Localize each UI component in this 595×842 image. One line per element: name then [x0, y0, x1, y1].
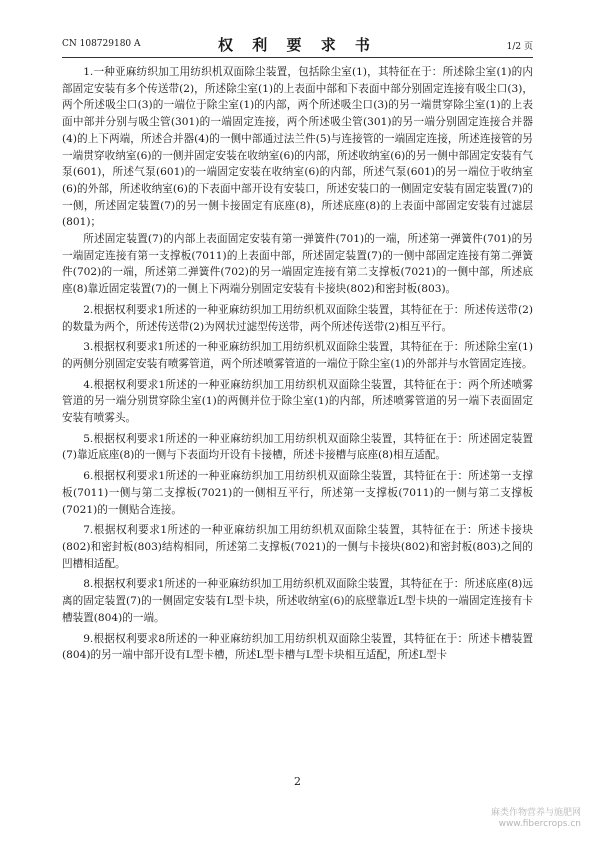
page-header [62, 34, 533, 54]
claim-6: 6.根据权利要求1所述的一种亚麻纺织加工用纺织机双面除尘装置，其特征在于：所述第一支撑板(7011)一侧与第二支撑板(7021)的一侧相互平行，所述第一支撑板(7011)的一侧与第二支撑板(7021)的一侧贴合连接。 [62, 470, 533, 516]
claim-5: 5.根据权利要求1所述的一种亚麻纺织加工用纺织机双面除尘装置，其特征在于：所述固定装置(7)靠近底座(8)的一侧与下表面均开设有卡接槽，所述卡接槽与底座(8)相互适配。 [62, 432, 533, 462]
claim-2: 2.根据权利要求1所述的一种亚麻纺织加工用纺织机双面除尘装置，其特征在于：所述传送带(2)的数量为两个，所述传送带(2)为网状过滤型传送带，两个所述传送带(2)相互平行。 [62, 303, 533, 333]
claim-7: 7.根据权利要求1所述的一种亚麻纺织加工用纺织机双面除尘装置，其特征在于：所述卡接块(802)和密封板(803)结构相同，所述第二支撑板(7021)的一侧与卡接块(802)和密封板(803)之间的凹槽相适配。 [62, 524, 533, 570]
claim-3: 3.根据权利要求1所述的一种亚麻纺织加工用纺织机双面除尘装置，其特征在于：所述除尘室(1)的两侧分别固定安装有喷雾管道，两个所述喷雾管道的一端位于除尘室(1)的外部并与水管固定连接。 [62, 341, 533, 370]
claims-body [62, 64, 533, 664]
page-indicator: 1/2 页 [506, 42, 533, 52]
watermark-site-name: 麻类作物营养与施肥网 [490, 808, 581, 818]
watermark [491, 808, 581, 830]
header-divider [62, 57, 533, 58]
claim-1: 1.一种亚麻纺织加工用纺织机双面除尘装置，包括除尘室(1)，其特征在于：所述除尘室(1)的内部固定安装有多个传送带(2)，所述除尘室(1)的上表面中部和下表面中部分别固定连接有吸尘口(3)，两个所述吸尘口(3)的一端位于除尘室(1)的内部，两个所述吸尘口(3)的另一端贯穿除尘室(1)的上表面中部并分别与吸尘管(301)的一端固定连接，两个所述吸尘管(301)的另一端分别固定连接合并器(4)的上下两端，所述合并器(4)的一侧中部通过法兰件(5)与连接管的一端固定连接，所述连接管的另一端贯穿收纳室(6)的一侧并固定安装在收纳室(6)的内部，所述收纳室(6)的另一侧中部固定安装有气泵(601)，所述气泵(601)的一端固定安装在收纳室(6)的内部，所述气泵(601)的另一端位于收纳室(6)的外部，所述收纳室(6)的下表面中部开设有安装口，所述安装口的一侧固定安装有固定装置(7)的一侧，所述固定装置(7)的另一侧卡接固定有底座(8)，所述底座(8)的上表面中部固定安装有过滤层(801)； [62, 66, 533, 229]
patent-number: CN 108729180 A [62, 39, 141, 49]
claim-1-continued: 所述固定装置(7)的内部上表面固定安装有第一弹簧件(701)的一端，所述第一弹簧件(701)的另一端固定连接有第一支撑板(7011)的上表面中部，所述固定装置(7)的一侧中部固定连接有第二弹簧件(702)的一端，所述第二弹簧件(702)的另一端固定连接有第二支撑板(7021)的一侧中部，所述底座(8)靠近固定装置(7)的一侧上下两端分别固定安装有卡接块(802)和密封板(803)。 [62, 233, 533, 296]
page-number: 2 [294, 775, 301, 788]
claim-9: 9.根据权利要求8所述的一种亚麻纺织加工用纺织机双面除尘装置，其特征在于：所述卡槽装置(804)的另一端中部开设有L型卡槽，所述L型卡槽与L型卡块相互适配，所述L型卡 [62, 632, 533, 662]
claim-4: 4.根据权利要求1所述的一种亚麻纺织加工用纺织机双面除尘装置，其特征在于：两个所述喷雾管道的另一端分别贯穿除尘室(1)的两侧并位于除尘室(1)的内部，所述喷雾管道的另一端下表面固定安装有喷雾头。 [62, 378, 533, 425]
claim-8: 8.根据权利要求1所述的一种亚麻纺织加工用纺织机双面除尘装置，其特征在于：所述底座(8)远离的固定装置(7)的一侧固定安装有L型卡块，所述收纳室(6)的底壁靠近L型卡块的一端固定连接有卡槽装置(804)的一端。 [62, 578, 533, 624]
document-title: 权 利 要 求 书 [218, 36, 377, 54]
watermark-url: www.fibercrops.cn [498, 819, 581, 829]
